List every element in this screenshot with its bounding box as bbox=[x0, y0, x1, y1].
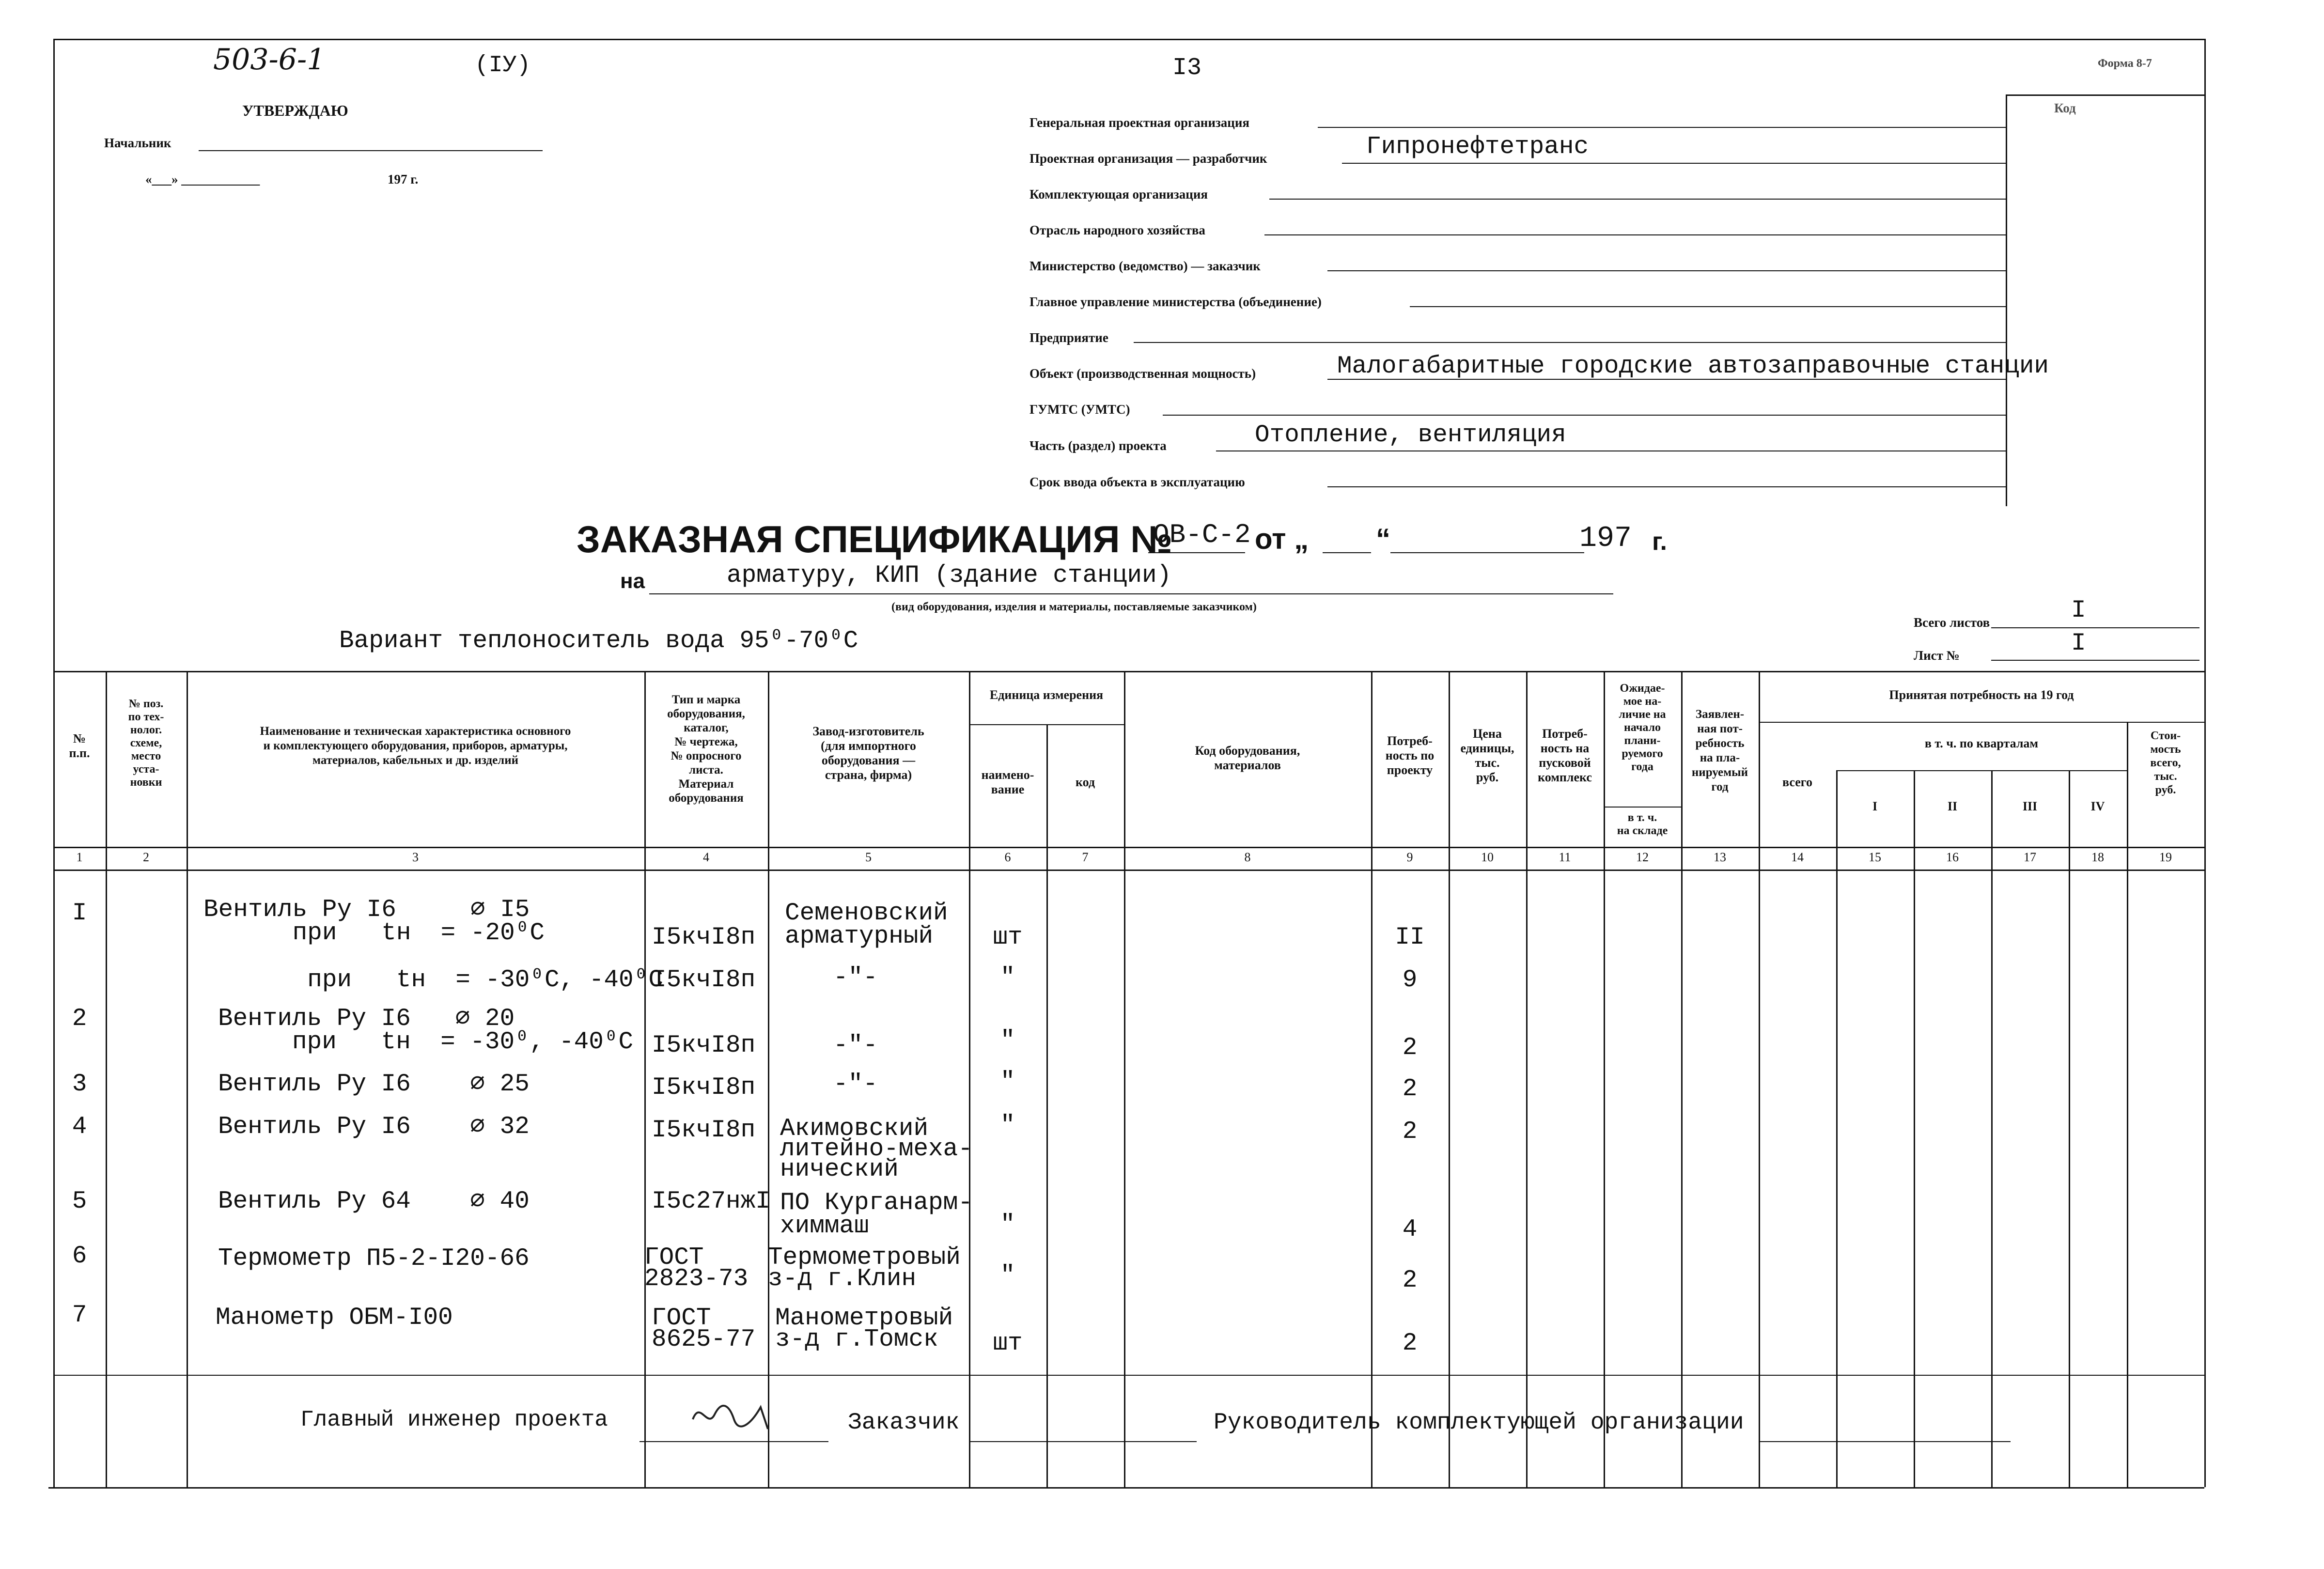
header-cost: Стои- мость всего, тыс. руб. bbox=[2150, 730, 2181, 796]
row-type: ГОСТ 8625-77 bbox=[652, 1305, 756, 1353]
customer-line bbox=[969, 1441, 1197, 1442]
accepted-group-line bbox=[1759, 722, 2204, 723]
column-number: 5 bbox=[865, 850, 872, 864]
spec-date-day-line bbox=[1323, 552, 1371, 553]
row-unit: " bbox=[1000, 1262, 1015, 1289]
table-body-bottom bbox=[53, 1375, 2204, 1376]
org-field-label: Отрасль народного хозяйства bbox=[1029, 223, 1205, 237]
chief-engineer-line bbox=[639, 1441, 828, 1442]
row-unit: " bbox=[1000, 964, 1015, 992]
row-quantity: 2 bbox=[1402, 1075, 1418, 1103]
table-col-divider bbox=[1604, 671, 1605, 1487]
table-col-divider bbox=[2127, 722, 2128, 1487]
header-startup-need: Потреб- ность на пусковой комплекс bbox=[1538, 727, 1592, 784]
issue-label: (IУ) bbox=[475, 52, 531, 78]
chief-engineer-label: Главный инженер проекта bbox=[300, 1407, 608, 1432]
column-number: 6 bbox=[1004, 850, 1011, 864]
org-field-line bbox=[1327, 379, 2006, 380]
table-col-divider bbox=[2069, 770, 2070, 1487]
sheet-label: Лист № bbox=[1914, 648, 1960, 663]
row-quantity: 2 bbox=[1402, 1330, 1418, 1357]
spec-on-value: арматуру, КИП (здание станции) bbox=[727, 562, 1172, 590]
header-price: Цена единицы, тыс. руб. bbox=[1460, 727, 1514, 784]
header-name: Наименование и техническая характеристика основного и комплектующего оборудования, приборов, арматуры, материалов, кабельных и др. изделий bbox=[260, 725, 571, 767]
org-field-label: Срок ввода объекта в эксплуатацию bbox=[1029, 475, 1245, 489]
approve-chief-label: Начальник bbox=[104, 136, 172, 150]
row-type: I5кчI8п bbox=[652, 1074, 756, 1102]
header-in-stock: в т. ч. на складе bbox=[1617, 811, 1668, 837]
approve-date-year: 197 г. bbox=[388, 172, 419, 186]
row-unit: шт bbox=[993, 1330, 1023, 1357]
column-number: 4 bbox=[703, 850, 709, 864]
header-unit-code: код bbox=[1075, 775, 1095, 789]
row-name: Вентиль Ру I6 ∅ I5 при tн = -20⁰С bbox=[203, 896, 545, 947]
row-type: I5кчI8п bbox=[652, 966, 756, 994]
column-number: 12 bbox=[1636, 850, 1649, 864]
org-field-label: Объект (производственная мощность) bbox=[1029, 366, 1256, 381]
table-col-divider bbox=[768, 671, 769, 1487]
row-quantity: 2 bbox=[1402, 1034, 1418, 1062]
form-label: Форма 8-7 bbox=[2098, 57, 2152, 70]
org-field-label: Проектная организация — разработчик bbox=[1029, 151, 1267, 166]
row-maker: Семеновский арматурный bbox=[785, 900, 948, 950]
spec-on-line bbox=[649, 593, 1613, 594]
table-col-divider bbox=[1124, 671, 1125, 1487]
header-q2: II bbox=[1947, 799, 1958, 813]
row-quantity: 2 bbox=[1402, 1267, 1418, 1294]
spec-number: ОВ-С-2 bbox=[1153, 519, 1251, 550]
frame-left bbox=[53, 39, 55, 1487]
row-name: Вентиль Ру 64 ∅ 40 bbox=[218, 1188, 530, 1215]
row-unit: шт bbox=[993, 924, 1023, 951]
org-field-label: Главное управление министерства (объединение) bbox=[1029, 295, 1322, 309]
org-field-line bbox=[1264, 234, 2006, 235]
spec-year: 197 bbox=[1579, 522, 1632, 555]
row-type: I5кчI8п bbox=[652, 1032, 756, 1059]
column-number: 9 bbox=[1406, 850, 1413, 864]
column-number: 11 bbox=[1559, 850, 1571, 864]
row-type: I5кчI8п bbox=[652, 1117, 756, 1144]
table-col-divider bbox=[1449, 671, 1450, 1487]
org-field-line bbox=[1342, 163, 2006, 164]
frame-top bbox=[53, 39, 2204, 40]
header-quarter-group: в т. ч. по кварталам bbox=[1924, 736, 2039, 750]
org-field-line bbox=[1410, 306, 2006, 307]
sheet-value: I bbox=[2071, 630, 2086, 657]
customer-label: Заказчик bbox=[848, 1410, 960, 1436]
row-maker: -"- bbox=[833, 1032, 878, 1059]
row-maker: Манометровый з-д г.Томск bbox=[775, 1305, 953, 1353]
frame-bottom bbox=[48, 1487, 2204, 1489]
table-col-divider bbox=[1046, 724, 1048, 1487]
frame-right bbox=[2204, 39, 2206, 1487]
row-type: I5кчI8п bbox=[652, 924, 756, 951]
header-maker: Завод-изготовитель (для импортного оборудования — страна, фирма) bbox=[812, 724, 924, 782]
column-number: 2 bbox=[143, 850, 149, 864]
org-field-value: Гипронефтетранс bbox=[1366, 133, 1589, 161]
spec-date-from: от „ bbox=[1255, 523, 1309, 555]
total-sheets-line bbox=[1991, 627, 2199, 628]
variant-label: Вариант теплоноситель вода 95⁰-70⁰С bbox=[339, 627, 858, 655]
row-name: Вентиль Ру I6 ∅ 20 при tн = -30⁰, -40⁰С bbox=[218, 1005, 634, 1056]
head-label: Руководитель комплектующей организации bbox=[1214, 1410, 1744, 1436]
org-field-label: Предприятие bbox=[1029, 330, 1108, 345]
table-col-divider bbox=[187, 671, 188, 1487]
head-line bbox=[1759, 1441, 2011, 1442]
quarter-group-line bbox=[1836, 770, 2127, 771]
header-equipment-code: Код оборудования, материалов bbox=[1195, 744, 1300, 772]
row-number: 7 bbox=[72, 1302, 87, 1329]
row-quantity: II bbox=[1395, 924, 1425, 951]
column-number: 18 bbox=[2091, 850, 2104, 864]
sheet-line bbox=[1991, 660, 2199, 661]
header-q1: I bbox=[1872, 799, 1878, 813]
row-name: Термометр П5-2-I20-66 bbox=[218, 1245, 530, 1273]
spec-title: ЗАКАЗНАЯ СПЕЦИФИКАЦИЯ № bbox=[577, 518, 1173, 560]
total-sheets-value: I bbox=[2071, 597, 2086, 624]
table-header-bottom bbox=[53, 847, 2204, 848]
total-sheets-label: Всего листов bbox=[1914, 615, 1990, 630]
row-quantity: 4 bbox=[1402, 1216, 1418, 1243]
header-declared: Заявлен- ная пот- ребность на пла- нируемый год bbox=[1691, 708, 1748, 793]
spec-number-line bbox=[1148, 552, 1245, 553]
row-maker: -"- bbox=[833, 964, 878, 992]
table-col-divider bbox=[1836, 770, 1838, 1487]
unit-group-line bbox=[969, 724, 1124, 725]
spec-year-suffix: г. bbox=[1652, 528, 1667, 556]
header-type: Тип и марка оборудования, каталог, № чертежа, № опросного листа. Материал оборудования bbox=[667, 693, 745, 805]
spec-on-label: на bbox=[620, 569, 645, 593]
column-number: 13 bbox=[1714, 850, 1726, 864]
header-expected: Ожидае- мое на- личие на начало плани- руемого года bbox=[1619, 682, 1666, 773]
row-name: при tн = -30⁰С, -40⁰С bbox=[203, 966, 663, 994]
row-name: Манометр ОБМ-I00 bbox=[216, 1304, 453, 1332]
org-field-line bbox=[1327, 270, 2006, 271]
header-num: № п.п. bbox=[69, 731, 90, 760]
spec-on-caption: (вид оборудования, изделия и материалы, поставляемые заказчиком) bbox=[891, 601, 1257, 613]
row-type: ГОСТ 2823-73 bbox=[644, 1244, 749, 1293]
series-code: 503-6-1 bbox=[213, 43, 326, 77]
row-maker: -"- bbox=[833, 1071, 878, 1098]
chief-engineer-signature bbox=[688, 1395, 775, 1434]
column-number: 17 bbox=[2024, 850, 2036, 864]
table-col-divider bbox=[1991, 770, 1993, 1487]
row-unit: " bbox=[1000, 1068, 1015, 1096]
org-field-value: Малогабаритные городские автозаправочные станции bbox=[1337, 353, 2049, 380]
approve-date-prefix: «___» ____________ bbox=[145, 172, 260, 186]
row-type: I5с27нжI bbox=[652, 1188, 770, 1215]
row-number: 5 bbox=[72, 1188, 87, 1215]
header-need: Потреб- ность по проекту bbox=[1385, 734, 1435, 777]
org-field-label: Министерство (ведомство) — заказчик bbox=[1029, 259, 1261, 273]
row-quantity: 2 bbox=[1402, 1118, 1418, 1146]
header-unit-name: наимено- вание bbox=[981, 768, 1034, 796]
row-maker: Акимовский литейно-меха- нический bbox=[780, 1115, 973, 1183]
column-number: 1 bbox=[76, 850, 83, 864]
header-accepted-group: Принятая потребность на 19 год bbox=[1889, 688, 2074, 702]
row-unit: " bbox=[1000, 1112, 1015, 1139]
org-field-line bbox=[1318, 127, 2006, 128]
column-number: 19 bbox=[2159, 850, 2172, 864]
column-number: 10 bbox=[1481, 850, 1494, 864]
header-total: всего bbox=[1782, 775, 1812, 789]
row-unit: " bbox=[1000, 1027, 1015, 1055]
table-col-divider bbox=[1759, 671, 1760, 1487]
column-number: 7 bbox=[1082, 850, 1089, 864]
header-q3: III bbox=[2022, 799, 2038, 813]
table-col-divider bbox=[1914, 770, 1915, 1487]
stock-sub-line bbox=[1604, 807, 1681, 808]
org-field-label: ГУМТС (УМТС) bbox=[1029, 402, 1130, 417]
code-column-label: Код bbox=[2054, 101, 2076, 115]
row-number: 3 bbox=[72, 1071, 87, 1098]
org-field-label: Комплектующая организация bbox=[1029, 187, 1208, 202]
header-unit-group: Единица измерения bbox=[989, 688, 1104, 702]
column-number: 8 bbox=[1244, 850, 1251, 864]
row-quantity: 9 bbox=[1402, 966, 1418, 994]
column-number: 16 bbox=[1946, 850, 1959, 864]
column-number: 15 bbox=[1869, 850, 1881, 864]
row-number: 6 bbox=[72, 1243, 87, 1270]
org-field-line bbox=[1134, 342, 2006, 343]
code-column-top bbox=[2006, 94, 2204, 96]
row-name: Вентиль Ру I6 ∅ 25 bbox=[218, 1071, 530, 1098]
org-field-line bbox=[1327, 486, 2006, 487]
column-number: 3 bbox=[412, 850, 419, 864]
org-field-label: Генеральная проектная организация bbox=[1029, 115, 1249, 130]
row-number: 2 bbox=[72, 1005, 87, 1033]
spec-date-month-line bbox=[1390, 552, 1584, 553]
code-column-left bbox=[2006, 94, 2007, 506]
row-number: I bbox=[72, 900, 87, 927]
table-top-border bbox=[53, 671, 2204, 672]
row-number: 4 bbox=[72, 1113, 87, 1141]
org-field-line bbox=[1269, 199, 2006, 200]
table-col-divider bbox=[1526, 671, 1528, 1487]
table-col-divider bbox=[106, 671, 107, 1487]
approve-chief-line bbox=[199, 150, 543, 151]
org-field-line bbox=[1163, 415, 2006, 416]
org-field-label: Часть (раздел) проекта bbox=[1029, 438, 1167, 453]
column-number: 14 bbox=[1791, 850, 1804, 864]
approve-title: УТВЕРЖДАЮ bbox=[242, 102, 348, 119]
table-colnum-bottom bbox=[53, 870, 2204, 871]
row-maker: Термометровый з-д г.Клин bbox=[768, 1244, 961, 1293]
org-field-value: Отопление, вентиляция bbox=[1255, 421, 1566, 449]
header-position: № поз. по тех- нолог. схеме, место уста- новки bbox=[128, 698, 164, 789]
header-q4: IV bbox=[2090, 799, 2105, 813]
row-maker: ПО Курганарм- химмаш bbox=[780, 1189, 973, 1240]
spec-date-quote: “ bbox=[1376, 523, 1390, 555]
row-name: Вентиль Ру I6 ∅ 32 bbox=[218, 1113, 530, 1141]
row-unit: " bbox=[1000, 1211, 1015, 1239]
page-number: I3 bbox=[1172, 54, 1202, 82]
